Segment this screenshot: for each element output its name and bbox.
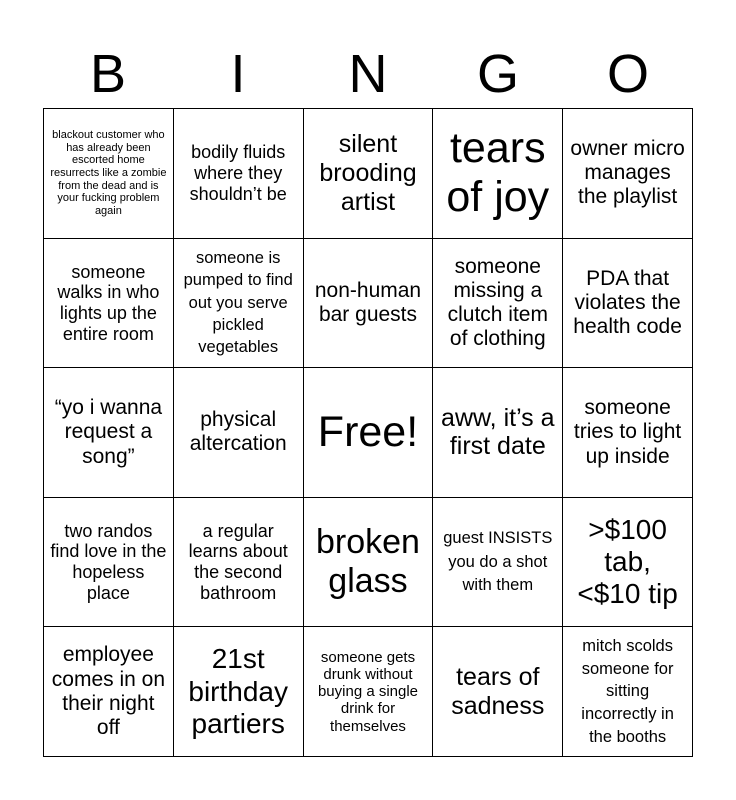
cell-text: someone missing a clutch item of clothing <box>447 254 548 351</box>
cell-text: physical altercation <box>189 408 287 456</box>
bingo-cell-g5[interactable] <box>433 627 563 757</box>
cell-text: guest INSISTS you do a shot with them <box>443 529 553 594</box>
bingo-cell-b5[interactable] <box>44 627 174 757</box>
cell-text: >$100 tab, <$10 tip <box>577 513 678 610</box>
cell-text: tears of sadness <box>451 662 545 720</box>
bingo-cell-g3[interactable] <box>433 368 563 498</box>
cell-text: two randos find love in the hopeless place <box>50 520 167 603</box>
header-letter-i: I <box>230 44 246 104</box>
bingo-cell-g4[interactable] <box>433 498 563 628</box>
cell-text: employee comes in on their night off <box>51 643 166 739</box>
bingo-cell-g2[interactable] <box>433 239 563 369</box>
cell-text: silent brooding artist <box>319 130 417 216</box>
bingo-cell-b3[interactable] <box>44 368 174 498</box>
cell-text: 21st birthday partiers <box>188 643 288 739</box>
bingo-cell-o1[interactable] <box>563 109 693 239</box>
bingo-cell-n1[interactable] <box>304 109 434 239</box>
header-letter-n: N <box>348 44 388 104</box>
bingo-cell-o3[interactable] <box>563 368 693 498</box>
bingo-cell-b2[interactable] <box>44 239 174 369</box>
cell-text: broken glass <box>316 523 420 601</box>
cell-text: blackout customer who has already been escorted home resurrects like a zombie from the dead and is your fucking problem again <box>50 129 167 217</box>
bingo-header <box>43 40 693 108</box>
cell-text: someone is pumped to find out you serve pickled vegetables <box>183 249 293 357</box>
header-letter-g: G <box>476 44 519 104</box>
bingo-cell-n2[interactable] <box>304 239 434 369</box>
cell-text: tears of joy <box>446 123 550 222</box>
cell-text: mitch scolds someone for sitting incorrectly in the booths <box>581 636 674 746</box>
cell-text: owner micro manages the playlist <box>570 137 685 209</box>
cell-text: someone walks in who lights up the entire room <box>57 261 160 344</box>
cell-text: a regular learns about the second bathroom <box>188 520 288 603</box>
bingo-cell-b1[interactable] <box>44 109 174 239</box>
bingo-cell-o2[interactable] <box>563 239 693 369</box>
cell-text: someone tries to light up inside <box>573 396 682 468</box>
bingo-cell-i3[interactable] <box>174 368 304 498</box>
bingo-cell-i1[interactable] <box>174 109 304 239</box>
bingo-cell-n3-free-space[interactable] <box>304 368 434 498</box>
bingo-cell-b4[interactable] <box>44 498 174 628</box>
cell-text: someone gets drunk without buying a single drink for themselves <box>317 648 419 735</box>
bingo-cell-g1[interactable] <box>433 109 563 239</box>
cell-text: aww, it’s a first date <box>441 403 555 461</box>
free-space-text: Free! <box>317 407 419 456</box>
cell-text: bodily fluids where they shouldn’t be <box>189 142 287 204</box>
header-letter-o: O <box>606 44 649 104</box>
bingo-board <box>43 108 693 757</box>
bingo-cell-n4[interactable] <box>304 498 434 628</box>
bingo-cell-i5[interactable] <box>174 627 304 757</box>
bingo-cell-n5[interactable] <box>304 627 434 757</box>
bingo-cell-i2[interactable] <box>174 239 304 369</box>
cell-text: non-human bar guests <box>314 278 422 326</box>
bingo-cell-i4[interactable] <box>174 498 304 628</box>
cell-text: “yo i wanna request a song” <box>54 396 163 468</box>
cell-text: PDA that violates the health code <box>573 266 682 338</box>
header-letter-b: B <box>89 44 127 104</box>
bingo-cell-o4[interactable] <box>563 498 693 628</box>
bingo-cell-o5[interactable] <box>563 627 693 757</box>
